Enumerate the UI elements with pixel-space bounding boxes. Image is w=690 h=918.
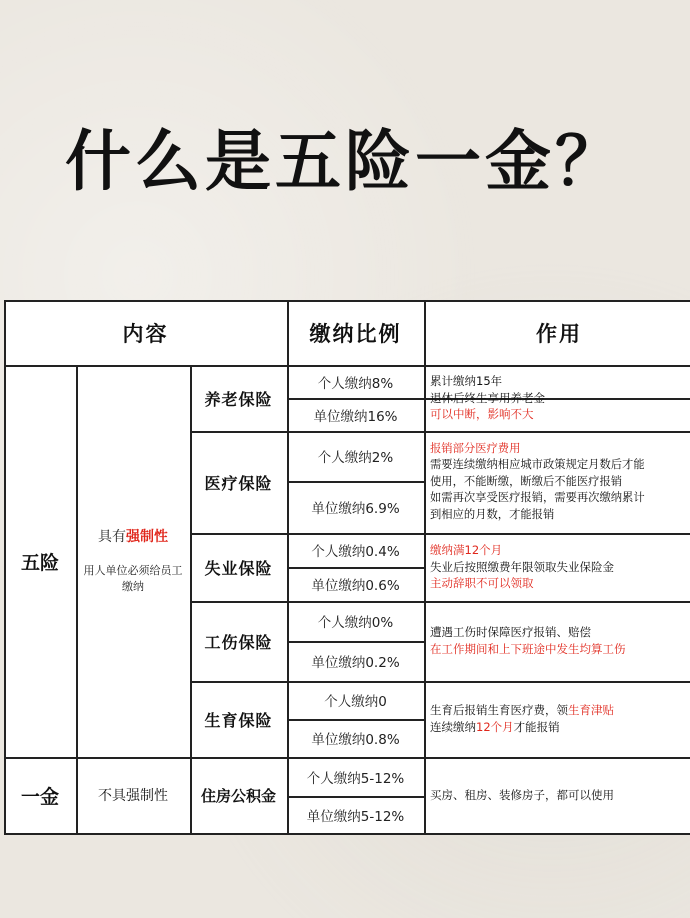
insurance-name-housing-fund: 住房公积金 <box>200 786 276 805</box>
rate-personal-medical: 个人缴纳2% <box>317 450 394 466</box>
effect-line: 失业后按照缴费年限领取失业保险金 <box>430 559 614 574</box>
rate-personal-pension: 个人缴纳8% <box>317 375 394 392</box>
effect-line: 在工作期间和上下班途中发生均算工伤 <box>430 642 626 656</box>
effect-line <box>430 702 690 719</box>
effect-injury <box>424 601 690 681</box>
category-yijin: 一金 <box>20 785 59 808</box>
effect-text: 才能报销 <box>513 720 560 734</box>
feature-yijin: 不具强制性 <box>98 788 168 804</box>
rate-company-injury: 单位缴纳0.2% <box>311 655 400 671</box>
effect-line: 缴纳满12个月 <box>430 542 503 557</box>
feature-emphasis: 强制性 <box>126 529 168 546</box>
rate-company-unemployment: 单位缴纳0.6% <box>311 578 400 594</box>
insurance-table <box>4 300 690 835</box>
rate-personal-unemployment: 个人缴纳0.4% <box>311 544 400 560</box>
effect-line: 报销部分医疗费用 <box>430 442 521 456</box>
rate-company-maternity: 单位缴纳0.8% <box>311 732 400 748</box>
rate-company-pension: 单位缴纳16% <box>313 408 398 425</box>
header-content: 内容 <box>122 321 169 346</box>
header-rate: 缴纳比例 <box>309 321 402 346</box>
insurance-name-injury: 工伤保险 <box>204 632 273 652</box>
effect-line: 遭遇工伤时保障医疗报销、赔偿 <box>430 625 591 640</box>
rate-personal-injury: 个人缴纳0% <box>317 615 394 631</box>
header-effect: 作用 <box>536 321 582 346</box>
effect-line: 如需再次享受医疗报销，需要再次缴纳累计 <box>430 491 645 505</box>
effect-maternity <box>424 681 690 757</box>
effect-text: 生育后报销生育医疗费，领 <box>430 703 568 718</box>
feature-prefix: 具有 <box>98 529 126 546</box>
effect-line: 退休后终生享用养老金 <box>430 390 545 405</box>
effect-line: 累计缴纳15年 <box>430 373 503 388</box>
effect-pension <box>424 365 690 431</box>
effect-line: 到相应的月数，才能报销 <box>430 507 555 521</box>
insurance-name-unemployment: 失业保险 <box>204 558 273 578</box>
effect-medical <box>424 431 690 533</box>
effect-line: 需要连续缴纳相应城市政策规定月数后才能 <box>430 458 645 472</box>
page-title: 什么是五险一金？ <box>65 123 625 200</box>
insurance-name-maternity: 生育保险 <box>204 710 273 730</box>
feature-note: 用人单位必须给员工缴纳 <box>83 563 183 594</box>
rate-personal-housing-fund: 个人缴纳5-12% <box>306 770 405 787</box>
effect-line: 买房、租房、装修房子，都可以使用 <box>430 787 614 802</box>
rate-personal-maternity: 个人缴纳0 <box>324 694 387 710</box>
effect-line: 主动辞职不可以领取 <box>430 576 534 591</box>
feature-wuxian <box>76 365 190 757</box>
rate-company-housing-fund: 单位缴纳5-12% <box>306 808 405 825</box>
effect-highlight: 生育津贴 <box>568 703 614 718</box>
effect-unemployment <box>424 533 690 601</box>
effect-housing-fund <box>424 757 690 833</box>
category-wuxian: 五险 <box>20 551 59 574</box>
effect-line: 使用，不能断缴，断缴后不能医疗报销 <box>430 474 623 488</box>
insurance-name-medical: 医疗保险 <box>204 473 273 493</box>
effect-text: 连续缴纳 <box>430 720 476 734</box>
feature-mandatory <box>98 526 168 548</box>
effect-line: 可以中断，影响不大 <box>430 407 534 422</box>
effect-highlight: 12个月 <box>476 720 514 734</box>
insurance-name-pension: 养老保险 <box>204 389 273 409</box>
rate-company-medical: 单位缴纳6.9% <box>311 501 400 517</box>
effect-line <box>430 719 690 736</box>
